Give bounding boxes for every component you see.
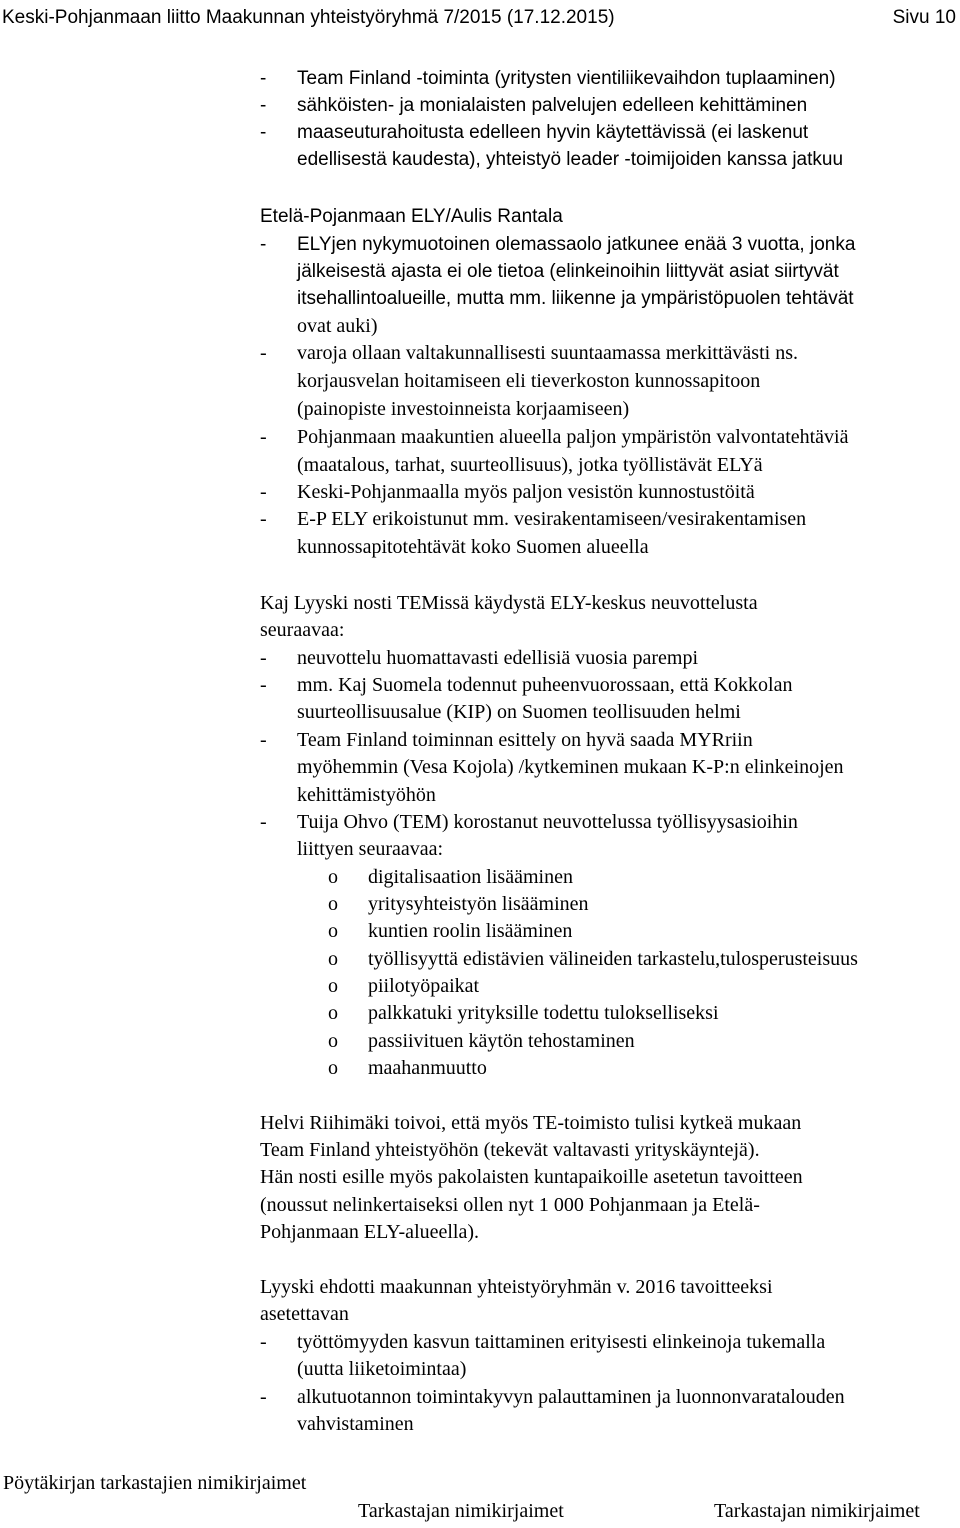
list-item-continuation: suurteollisuusalue (KIP) on Suomen teollisuuden helmi — [297, 701, 741, 723]
paragraph: Kaj Lyyski nosti TEMissä käydystä ELY-keskus neuvottelusta — [260, 592, 758, 614]
section-heading: Etelä-Pojanmaan ELY/Aulis Rantala — [260, 206, 563, 227]
footer-inspector-initials-1: Tarkastajan nimikirjaimet — [358, 1500, 564, 1522]
list-item-continuation: (uutta liiketoimintaa) — [297, 1358, 467, 1380]
page-number: Sivu 10 — [892, 7, 956, 28]
paragraph-line: Helvi Riihimäki toivoi, että myös TE-toimisto tulisi kytkeä mukaan — [260, 1112, 802, 1134]
list-item-continuation: vahvistaminen — [297, 1413, 414, 1435]
list-item-continuation: (painopiste investoinneista korjaamiseen) — [297, 398, 630, 420]
list-item-continuation: kehittämistyöhön — [297, 784, 436, 806]
footer-inspector-initials-2: Tarkastajan nimikirjaimet — [714, 1500, 920, 1522]
list-item-continuation: ovat auki) — [297, 315, 378, 337]
list-item-continuation: itsehallintoalueille, mutta mm. liikenne ja ympäristöpuolen tehtävät — [297, 288, 854, 309]
list-item-continuation: myöhemmin (Vesa Kojola) /kytkeminen mukaan K-P:n elinkeinojen — [297, 756, 844, 778]
header-title: Keski-Pohjanmaan liitto Maakunnan yhteistyöryhmä 7/2015 (17.12.2015) — [2, 7, 615, 28]
paragraph-line: Team Finland yhteistyöhön (tekevät valtavasti yrityskäyntejä). — [260, 1139, 760, 1161]
paragraph-line: Pohjanmaan ELY-alueella). — [260, 1221, 480, 1243]
list-item-continuation: (maatalous, tarhat, suurteollisuus), jotka työllistävät ELYä — [297, 454, 763, 476]
page-header — [2, 4, 956, 32]
paragraph-line: Hän nosti esille myös pakolaisten kuntapaikoille asetetun tavoitteen — [260, 1166, 803, 1188]
paragraph: seuraavaa: — [260, 619, 345, 641]
list-item-continuation: liittyen seuraavaa: — [297, 838, 444, 860]
paragraph: Lyyski ehdotti maakunnan yhteistyöryhmän v. 2016 tavoitteeksi — [260, 1276, 773, 1298]
footer-inspectors-initials: Pöytäkirjan tarkastajien nimikirjaimet — [3, 1472, 307, 1494]
paragraph: asetettavan — [260, 1303, 349, 1325]
list-item-continuation: edellisestä kaudesta), yhteistyö leader -toimijoiden kanssa jatkuu — [297, 149, 844, 170]
page-footer — [0, 1468, 960, 1528]
paragraph-line: (noussut nelinkertaiseksi ollen nyt 1 000 Pohjanmaan ja Etelä- — [260, 1194, 760, 1216]
list-item-continuation: jälkeisestä ajasta ei ole tietoa (elinkeinoihin liittyvät asiat siirtyvät — [297, 261, 839, 282]
list-item-continuation: kunnossapitotehtävät koko Suomen alueella — [297, 536, 649, 558]
list-item-continuation: korjausvelan hoitamiseen eli tieverkoston kunnossapitoon — [297, 370, 761, 392]
